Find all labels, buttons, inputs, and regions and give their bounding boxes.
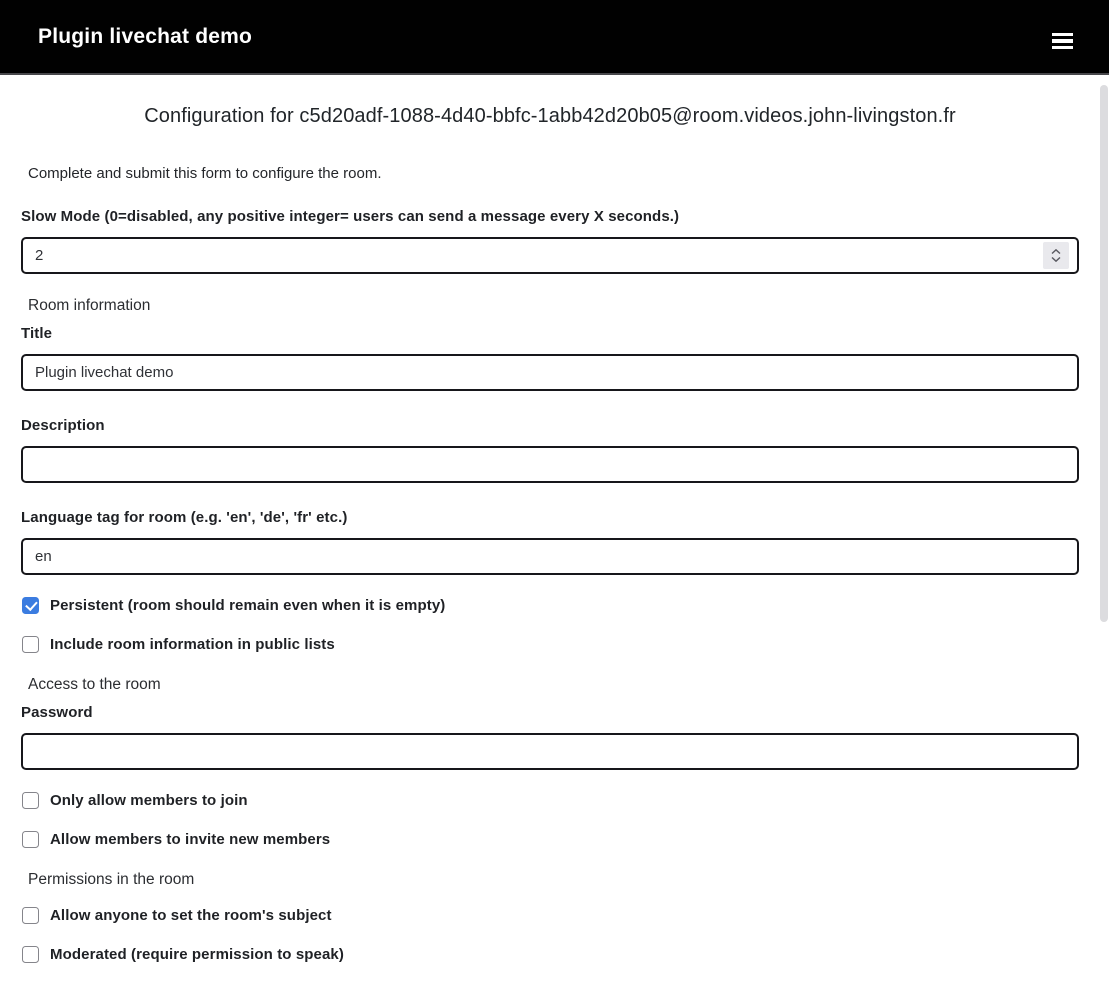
- slow-mode-input[interactable]: [21, 237, 1079, 274]
- hamburger-icon: [1052, 33, 1073, 50]
- slow-mode-field: [21, 237, 1079, 274]
- number-stepper-icon[interactable]: [1043, 242, 1069, 269]
- page-title: Configuration for c5d20adf-1088-4d40-bbfc-1abb42d20b05@room.videos.john-livingston.fr: [144, 105, 956, 127]
- language-label: Language tag for room (e.g. 'en', 'de', 'fr' etc.): [21, 509, 348, 526]
- description-input[interactable]: [21, 446, 1079, 483]
- description-label: Description: [21, 417, 105, 434]
- change-subject-checkbox-row[interactable]: [21, 907, 1079, 924]
- change-subject-checkbox-label: Allow anyone to set the room's subject: [50, 907, 332, 924]
- title-input[interactable]: [21, 354, 1079, 391]
- room-configuration-page: [0, 105, 1109, 987]
- moderated-checkbox-row[interactable]: [21, 946, 1079, 963]
- members-invite-checkbox-label: Allow members to invite new members: [50, 831, 331, 848]
- app-title: Plugin livechat demo: [38, 24, 253, 48]
- members-invite-checkbox[interactable]: [22, 831, 39, 848]
- members-only-checkbox-row[interactable]: [21, 792, 1079, 809]
- members-only-checkbox[interactable]: [22, 792, 39, 809]
- section-permissions: Permissions in the room: [28, 871, 195, 888]
- section-access: Access to the room: [28, 676, 161, 693]
- persistent-checkbox-row[interactable]: [21, 597, 1079, 614]
- form-instructions: Complete and submit this form to configure the room.: [28, 165, 382, 182]
- password-label: Password: [21, 704, 93, 721]
- title-label: Title: [21, 325, 53, 342]
- language-input[interactable]: [21, 538, 1079, 575]
- menu-button[interactable]: [1046, 18, 1079, 55]
- moderated-checkbox[interactable]: [22, 946, 39, 963]
- scrollbar-thumb[interactable]: [1100, 85, 1108, 622]
- chevron-down-icon: [1051, 257, 1061, 262]
- members-only-checkbox-label: Only allow members to join: [50, 792, 248, 809]
- persistent-checkbox[interactable]: [22, 597, 39, 614]
- members-invite-checkbox-row[interactable]: [21, 831, 1079, 848]
- moderated-checkbox-label: Moderated (require permission to speak): [50, 946, 344, 963]
- public-list-checkbox[interactable]: [22, 636, 39, 653]
- section-room-information: Room information: [28, 297, 151, 314]
- top-bar: [0, 0, 1109, 75]
- chevron-up-icon: [1051, 249, 1061, 254]
- persistent-checkbox-label: Persistent (room should remain even when it is empty): [50, 597, 446, 614]
- room-configuration-form: [21, 165, 1079, 963]
- public-list-checkbox-row[interactable]: [21, 636, 1079, 653]
- password-input[interactable]: [21, 733, 1079, 770]
- slow-mode-label: Slow Mode (0=disabled, any positive integer= users can send a message every X seconds.): [21, 208, 680, 225]
- public-list-checkbox-label: Include room information in public lists: [50, 636, 335, 653]
- change-subject-checkbox[interactable]: [22, 907, 39, 924]
